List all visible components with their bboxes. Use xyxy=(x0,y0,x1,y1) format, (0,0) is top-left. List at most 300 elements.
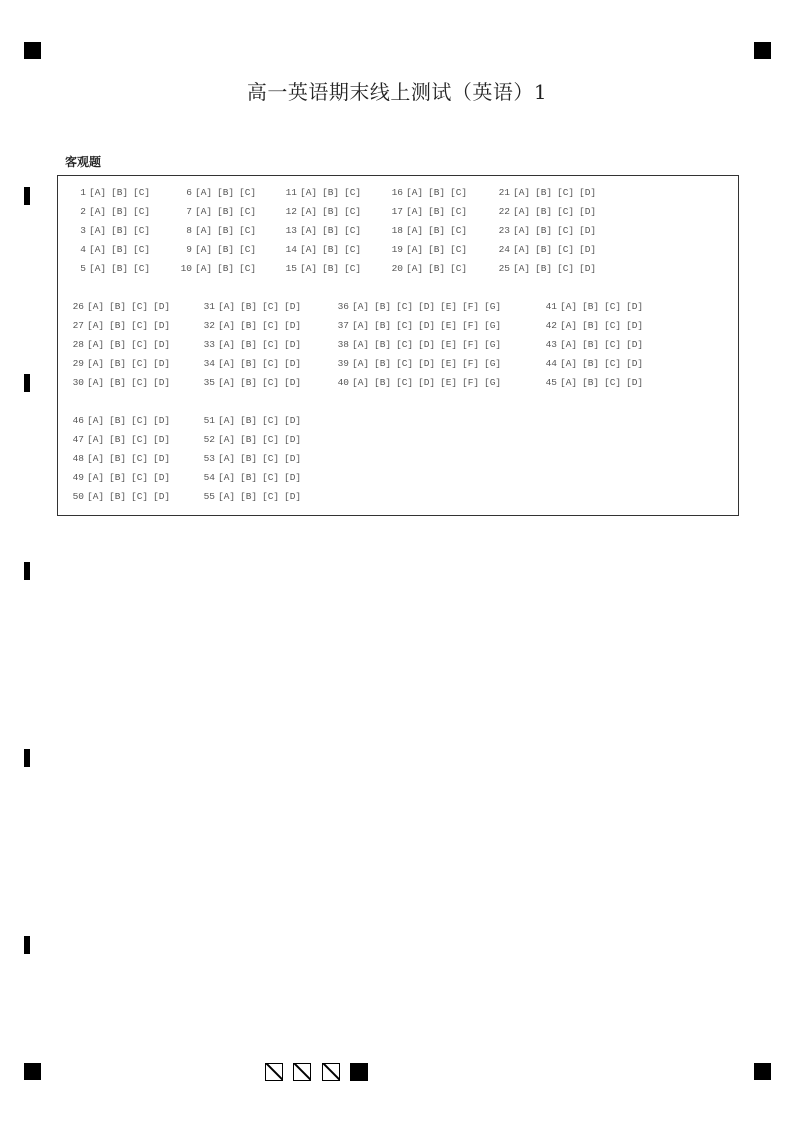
option-bubble[interactable]: [E] xyxy=(440,358,458,369)
option-bubble[interactable]: [C] xyxy=(262,472,280,483)
option-bubble[interactable]: [C] xyxy=(131,377,149,388)
option-bubble[interactable]: [C] xyxy=(262,339,280,350)
option-bubble[interactable]: [C] xyxy=(557,244,575,255)
question-42 xyxy=(543,319,648,333)
option-bubble[interactable]: [C] xyxy=(239,187,257,198)
crossed-square-mark xyxy=(322,1063,340,1081)
question-number: 37 xyxy=(337,320,349,331)
question-1 xyxy=(72,186,155,200)
option-bubble[interactable]: [B] xyxy=(582,301,600,312)
option-bubble[interactable]: [G] xyxy=(484,358,502,369)
question-38 xyxy=(335,338,506,352)
option-bubble[interactable]: [B] xyxy=(374,301,392,312)
question-39 xyxy=(335,357,506,371)
option-bubble[interactable]: [A] xyxy=(195,244,213,255)
option-bubble[interactable]: [D] xyxy=(284,301,302,312)
option-bubble[interactable]: [C] xyxy=(133,244,151,255)
corner-marker-top-right xyxy=(754,42,771,59)
option-bubble[interactable]: [D] xyxy=(418,358,436,369)
option-bubble[interactable]: [E] xyxy=(440,320,458,331)
question-number: 29 xyxy=(72,358,84,369)
option-bubble[interactable]: [B] xyxy=(217,263,235,274)
option-bubble[interactable]: [D] xyxy=(626,358,644,369)
option-bubble[interactable]: [A] xyxy=(300,263,318,274)
option-bubble[interactable]: [B] xyxy=(109,434,127,445)
question-number: 23 xyxy=(498,225,510,236)
option-bubble[interactable]: [C] xyxy=(262,491,280,502)
option-bubble[interactable]: [B] xyxy=(535,187,553,198)
option-bubble[interactable]: [C] xyxy=(604,301,622,312)
option-bubble[interactable]: [D] xyxy=(153,358,171,369)
option-bubble[interactable]: [A] xyxy=(218,415,236,426)
option-bubble[interactable]: [B] xyxy=(582,320,600,331)
option-bubble[interactable]: [A] xyxy=(195,206,213,217)
option-bubble[interactable]: [D] xyxy=(284,377,302,388)
option-bubble[interactable]: [C] xyxy=(131,434,149,445)
option-bubble[interactable]: [A] xyxy=(406,206,424,217)
question-25 xyxy=(496,262,601,276)
question-number: 51 xyxy=(203,415,215,426)
option-bubble[interactable]: [C] xyxy=(557,187,575,198)
option-bubble[interactable]: [C] xyxy=(239,206,257,217)
option-bubble[interactable]: [A] xyxy=(89,206,107,217)
option-bubble[interactable]: [A] xyxy=(87,320,105,331)
corner-marker-bottom-right xyxy=(754,1063,771,1080)
option-bubble[interactable]: [E] xyxy=(440,377,458,388)
question-number: 15 xyxy=(285,263,297,274)
option-bubble[interactable]: [E] xyxy=(440,301,458,312)
question-23 xyxy=(496,224,601,238)
option-bubble[interactable]: [A] xyxy=(195,225,213,236)
corner-marker-bottom-left xyxy=(24,1063,41,1080)
question-number: 4 xyxy=(80,244,86,255)
question-number: 42 xyxy=(545,320,557,331)
question-13 xyxy=(283,224,366,238)
question-number: 46 xyxy=(72,415,84,426)
question-number: 34 xyxy=(203,358,215,369)
side-marker xyxy=(24,936,30,954)
option-bubble[interactable]: [A] xyxy=(218,339,236,350)
option-bubble[interactable]: [A] xyxy=(300,244,318,255)
option-bubble[interactable]: [C] xyxy=(604,358,622,369)
filled-square-mark xyxy=(350,1063,368,1081)
question-53 xyxy=(201,452,306,466)
option-bubble[interactable]: [D] xyxy=(153,453,171,464)
option-bubble[interactable]: [B] xyxy=(240,320,258,331)
option-bubble[interactable]: [C] xyxy=(133,187,151,198)
option-bubble[interactable]: [D] xyxy=(579,263,597,274)
option-bubble[interactable]: [D] xyxy=(153,472,171,483)
option-bubble[interactable]: [F] xyxy=(462,377,480,388)
option-bubble[interactable]: [A] xyxy=(560,320,578,331)
option-bubble[interactable]: [C] xyxy=(131,320,149,331)
option-bubble[interactable]: [B] xyxy=(428,263,446,274)
option-bubble[interactable]: [D] xyxy=(418,320,436,331)
option-bubble[interactable]: [A] xyxy=(218,472,236,483)
option-bubble[interactable]: [C] xyxy=(262,377,280,388)
question-26 xyxy=(70,300,175,314)
question-number: 16 xyxy=(391,187,403,198)
option-bubble[interactable]: [A] xyxy=(300,225,318,236)
option-bubble[interactable]: [A] xyxy=(87,358,105,369)
question-3 xyxy=(72,224,155,238)
question-21 xyxy=(496,186,601,200)
option-bubble[interactable]: [B] xyxy=(109,358,127,369)
option-bubble[interactable]: [B] xyxy=(535,263,553,274)
option-bubble[interactable]: [B] xyxy=(374,358,392,369)
option-bubble[interactable]: [B] xyxy=(582,377,600,388)
option-bubble[interactable]: [B] xyxy=(322,244,340,255)
option-bubble[interactable]: [A] xyxy=(560,301,578,312)
option-bubble[interactable]: [D] xyxy=(626,377,644,388)
option-bubble[interactable]: [B] xyxy=(111,187,129,198)
option-bubble[interactable]: [A] xyxy=(218,301,236,312)
question-number: 9 xyxy=(186,244,192,255)
option-bubble[interactable]: [D] xyxy=(418,377,436,388)
option-bubble[interactable]: [F] xyxy=(462,358,480,369)
option-bubble[interactable]: [D] xyxy=(418,339,436,350)
question-45 xyxy=(543,376,648,390)
question-number: 31 xyxy=(203,301,215,312)
option-bubble[interactable]: [C] xyxy=(262,453,280,464)
option-bubble[interactable]: [A] xyxy=(300,187,318,198)
question-number: 1 xyxy=(80,187,86,198)
option-bubble[interactable]: [C] xyxy=(262,358,280,369)
question-number: 5 xyxy=(80,263,86,274)
option-bubble[interactable]: [A] xyxy=(89,225,107,236)
option-bubble[interactable]: [B] xyxy=(240,472,258,483)
option-bubble[interactable]: [C] xyxy=(239,225,257,236)
question-5 xyxy=(72,262,155,276)
option-bubble[interactable]: [D] xyxy=(579,225,597,236)
option-bubble[interactable]: [B] xyxy=(109,301,127,312)
question-47 xyxy=(70,433,175,447)
option-bubble[interactable]: [C] xyxy=(344,187,362,198)
question-7 xyxy=(178,205,261,219)
option-bubble[interactable]: [A] xyxy=(513,187,531,198)
option-bubble[interactable]: [A] xyxy=(352,320,370,331)
question-12 xyxy=(283,205,366,219)
question-28 xyxy=(70,338,175,352)
option-bubble[interactable]: [F] xyxy=(462,301,480,312)
option-bubble[interactable]: [C] xyxy=(604,377,622,388)
option-bubble[interactable]: [C] xyxy=(262,434,280,445)
question-number: 48 xyxy=(72,453,84,464)
option-bubble[interactable]: [C] xyxy=(131,453,149,464)
option-bubble[interactable]: [A] xyxy=(352,377,370,388)
option-bubble[interactable]: [B] xyxy=(582,339,600,350)
option-bubble[interactable]: [A] xyxy=(218,358,236,369)
option-bubble[interactable]: [B] xyxy=(374,339,392,350)
option-bubble[interactable]: [B] xyxy=(217,206,235,217)
question-55 xyxy=(201,490,306,504)
question-number: 53 xyxy=(203,453,215,464)
option-bubble[interactable]: [A] xyxy=(87,301,105,312)
question-number: 22 xyxy=(498,206,510,217)
option-bubble[interactable]: [D] xyxy=(284,453,302,464)
option-bubble[interactable]: [A] xyxy=(87,491,105,502)
question-number: 47 xyxy=(72,434,84,445)
option-bubble[interactable]: [A] xyxy=(406,225,424,236)
option-bubble[interactable]: [C] xyxy=(396,339,414,350)
option-bubble[interactable]: [D] xyxy=(579,244,597,255)
option-bubble[interactable]: [B] xyxy=(240,453,258,464)
option-bubble[interactable]: [A] xyxy=(218,434,236,445)
option-bubble[interactable]: [B] xyxy=(322,225,340,236)
option-bubble[interactable]: [C] xyxy=(131,339,149,350)
option-bubble[interactable]: [C] xyxy=(396,377,414,388)
option-bubble[interactable]: [G] xyxy=(484,301,502,312)
option-bubble[interactable]: [B] xyxy=(322,187,340,198)
option-bubble[interactable]: [D] xyxy=(284,472,302,483)
option-bubble[interactable]: [B] xyxy=(428,244,446,255)
option-bubble[interactable]: [B] xyxy=(322,206,340,217)
option-bubble[interactable]: [B] xyxy=(535,206,553,217)
question-27 xyxy=(70,319,175,333)
option-bubble[interactable]: [A] xyxy=(352,358,370,369)
option-bubble[interactable]: [A] xyxy=(87,415,105,426)
option-bubble[interactable]: [C] xyxy=(133,206,151,217)
option-bubble[interactable]: [B] xyxy=(109,453,127,464)
option-bubble[interactable]: [B] xyxy=(217,225,235,236)
option-bubble[interactable]: [A] xyxy=(560,339,578,350)
option-bubble[interactable]: [B] xyxy=(322,263,340,274)
option-bubble[interactable]: [G] xyxy=(484,377,502,388)
option-bubble[interactable]: [C] xyxy=(131,491,149,502)
option-bubble[interactable]: [B] xyxy=(217,244,235,255)
section-label: 客观题 xyxy=(65,155,102,169)
option-bubble[interactable]: [G] xyxy=(484,320,502,331)
option-bubble[interactable]: [B] xyxy=(111,244,129,255)
question-14 xyxy=(283,243,366,257)
question-number: 45 xyxy=(545,377,557,388)
option-bubble[interactable]: [B] xyxy=(240,415,258,426)
option-bubble[interactable]: [A] xyxy=(560,358,578,369)
question-32 xyxy=(201,319,306,333)
option-bubble[interactable]: [B] xyxy=(582,358,600,369)
option-bubble[interactable]: [C] xyxy=(262,415,280,426)
option-bubble[interactable]: [A] xyxy=(195,187,213,198)
question-number: 39 xyxy=(337,358,349,369)
option-bubble[interactable]: [C] xyxy=(131,472,149,483)
question-17 xyxy=(389,205,472,219)
option-bubble[interactable]: [B] xyxy=(240,301,258,312)
question-number: 25 xyxy=(498,263,510,274)
option-bubble[interactable]: [A] xyxy=(89,244,107,255)
option-bubble[interactable]: [C] xyxy=(344,225,362,236)
option-bubble[interactable]: [A] xyxy=(218,320,236,331)
option-bubble[interactable]: [D] xyxy=(153,434,171,445)
option-bubble[interactable]: [C] xyxy=(450,225,468,236)
option-bubble[interactable]: [A] xyxy=(218,377,236,388)
option-bubble[interactable]: [B] xyxy=(240,377,258,388)
option-bubble[interactable]: [A] xyxy=(87,339,105,350)
option-bubble[interactable]: [D] xyxy=(153,377,171,388)
option-bubble[interactable]: [B] xyxy=(240,339,258,350)
question-19 xyxy=(389,243,472,257)
option-bubble[interactable]: [A] xyxy=(352,339,370,350)
option-bubble[interactable]: [C] xyxy=(396,301,414,312)
option-bubble[interactable]: [B] xyxy=(374,320,392,331)
option-bubble[interactable]: [B] xyxy=(240,358,258,369)
side-marker xyxy=(24,187,30,205)
question-9 xyxy=(178,243,261,257)
question-number: 19 xyxy=(391,244,403,255)
option-bubble[interactable]: [B] xyxy=(428,206,446,217)
question-number: 38 xyxy=(337,339,349,350)
question-number: 21 xyxy=(498,187,510,198)
option-bubble[interactable]: [B] xyxy=(111,206,129,217)
option-bubble[interactable]: [A] xyxy=(87,453,105,464)
option-bubble[interactable]: [A] xyxy=(406,263,424,274)
question-number: 35 xyxy=(203,377,215,388)
question-number: 52 xyxy=(203,434,215,445)
option-bubble[interactable]: [B] xyxy=(240,491,258,502)
option-bubble[interactable]: [A] xyxy=(195,263,213,274)
option-bubble[interactable]: [C] xyxy=(604,320,622,331)
option-bubble[interactable]: [D] xyxy=(284,491,302,502)
option-bubble[interactable]: [A] xyxy=(513,244,531,255)
option-bubble[interactable]: [C] xyxy=(450,187,468,198)
option-bubble[interactable]: [D] xyxy=(153,415,171,426)
side-marker xyxy=(24,374,30,392)
option-bubble[interactable]: [D] xyxy=(284,320,302,331)
question-46 xyxy=(70,414,175,428)
question-31 xyxy=(201,300,306,314)
option-bubble[interactable]: [D] xyxy=(418,301,436,312)
option-bubble[interactable]: [C] xyxy=(557,225,575,236)
question-number: 14 xyxy=(285,244,297,255)
option-bubble[interactable]: [D] xyxy=(284,339,302,350)
question-number: 12 xyxy=(285,206,297,217)
option-bubble[interactable]: [B] xyxy=(109,491,127,502)
option-bubble[interactable]: [D] xyxy=(284,434,302,445)
option-bubble[interactable]: [A] xyxy=(406,187,424,198)
question-number: 18 xyxy=(391,225,403,236)
option-bubble[interactable]: [G] xyxy=(484,339,502,350)
question-54 xyxy=(201,471,306,485)
option-bubble[interactable]: [B] xyxy=(109,472,127,483)
side-marker xyxy=(24,562,30,580)
option-bubble[interactable]: [A] xyxy=(87,377,105,388)
option-bubble[interactable]: [A] xyxy=(218,491,236,502)
option-bubble[interactable]: [A] xyxy=(87,472,105,483)
option-bubble[interactable]: [C] xyxy=(604,339,622,350)
option-bubble[interactable]: [A] xyxy=(218,453,236,464)
question-number: 50 xyxy=(72,491,84,502)
question-6 xyxy=(178,186,261,200)
option-bubble[interactable]: [D] xyxy=(153,301,171,312)
option-bubble[interactable]: [B] xyxy=(111,225,129,236)
option-bubble[interactable]: [A] xyxy=(352,301,370,312)
question-10 xyxy=(178,262,261,276)
option-bubble[interactable]: [C] xyxy=(450,244,468,255)
option-bubble[interactable]: [C] xyxy=(557,263,575,274)
option-bubble[interactable]: [C] xyxy=(396,358,414,369)
question-48 xyxy=(70,452,175,466)
option-bubble[interactable]: [C] xyxy=(344,244,362,255)
question-37 xyxy=(335,319,506,333)
option-bubble[interactable]: [B] xyxy=(217,187,235,198)
option-bubble[interactable]: [D] xyxy=(579,206,597,217)
question-number: 43 xyxy=(545,339,557,350)
question-8 xyxy=(178,224,261,238)
option-bubble[interactable]: [D] xyxy=(153,339,171,350)
question-number: 55 xyxy=(203,491,215,502)
option-bubble[interactable]: [B] xyxy=(535,225,553,236)
option-bubble[interactable]: [D] xyxy=(626,320,644,331)
question-34 xyxy=(201,357,306,371)
option-bubble[interactable]: [D] xyxy=(579,187,597,198)
option-bubble[interactable]: [A] xyxy=(87,434,105,445)
option-bubble[interactable]: [C] xyxy=(262,320,280,331)
option-bubble[interactable]: [A] xyxy=(560,377,578,388)
option-bubble[interactable]: [B] xyxy=(428,225,446,236)
option-bubble[interactable]: [A] xyxy=(406,244,424,255)
option-bubble[interactable]: [B] xyxy=(428,187,446,198)
option-bubble[interactable]: [C] xyxy=(396,320,414,331)
question-number: 3 xyxy=(80,225,86,236)
option-bubble[interactable]: [C] xyxy=(133,263,151,274)
option-bubble[interactable]: [C] xyxy=(450,206,468,217)
option-bubble[interactable]: [D] xyxy=(626,301,644,312)
option-bubble[interactable]: [B] xyxy=(109,377,127,388)
question-number: 8 xyxy=(186,225,192,236)
question-52 xyxy=(201,433,306,447)
option-bubble[interactable]: [A] xyxy=(300,206,318,217)
option-bubble[interactable]: [C] xyxy=(344,263,362,274)
option-bubble[interactable]: [D] xyxy=(153,320,171,331)
option-bubble[interactable]: [A] xyxy=(89,187,107,198)
option-bubble[interactable]: [B] xyxy=(374,377,392,388)
option-bubble[interactable]: [C] xyxy=(131,358,149,369)
option-bubble[interactable]: [C] xyxy=(344,206,362,217)
option-bubble[interactable]: [D] xyxy=(626,339,644,350)
option-bubble[interactable]: [E] xyxy=(440,339,458,350)
question-4 xyxy=(72,243,155,257)
question-number: 2 xyxy=(80,206,86,217)
option-bubble[interactable]: [C] xyxy=(262,301,280,312)
option-bubble[interactable]: [B] xyxy=(240,434,258,445)
option-bubble[interactable]: [B] xyxy=(109,320,127,331)
option-bubble[interactable]: [C] xyxy=(450,263,468,274)
option-bubble[interactable]: [B] xyxy=(109,339,127,350)
option-bubble[interactable]: [C] xyxy=(131,301,149,312)
option-bubble[interactable]: [C] xyxy=(131,415,149,426)
question-number: 44 xyxy=(545,358,557,369)
option-bubble[interactable]: [A] xyxy=(513,225,531,236)
option-bubble[interactable]: [A] xyxy=(513,263,531,274)
question-49 xyxy=(70,471,175,485)
option-bubble[interactable]: [B] xyxy=(111,263,129,274)
option-bubble[interactable]: [B] xyxy=(535,244,553,255)
question-number: 6 xyxy=(186,187,192,198)
option-bubble[interactable]: [A] xyxy=(89,263,107,274)
option-bubble[interactable]: [B] xyxy=(109,415,127,426)
option-bubble[interactable]: [D] xyxy=(284,358,302,369)
question-number: 32 xyxy=(203,320,215,331)
option-bubble[interactable]: [C] xyxy=(239,244,257,255)
option-bubble[interactable]: [C] xyxy=(239,263,257,274)
option-bubble[interactable]: [D] xyxy=(153,491,171,502)
option-bubble[interactable]: [C] xyxy=(557,206,575,217)
option-bubble[interactable]: [C] xyxy=(133,225,151,236)
option-bubble[interactable]: [A] xyxy=(513,206,531,217)
option-bubble[interactable]: [F] xyxy=(462,320,480,331)
option-bubble[interactable]: [F] xyxy=(462,339,480,350)
option-bubble[interactable]: [D] xyxy=(284,415,302,426)
question-number: 54 xyxy=(203,472,215,483)
